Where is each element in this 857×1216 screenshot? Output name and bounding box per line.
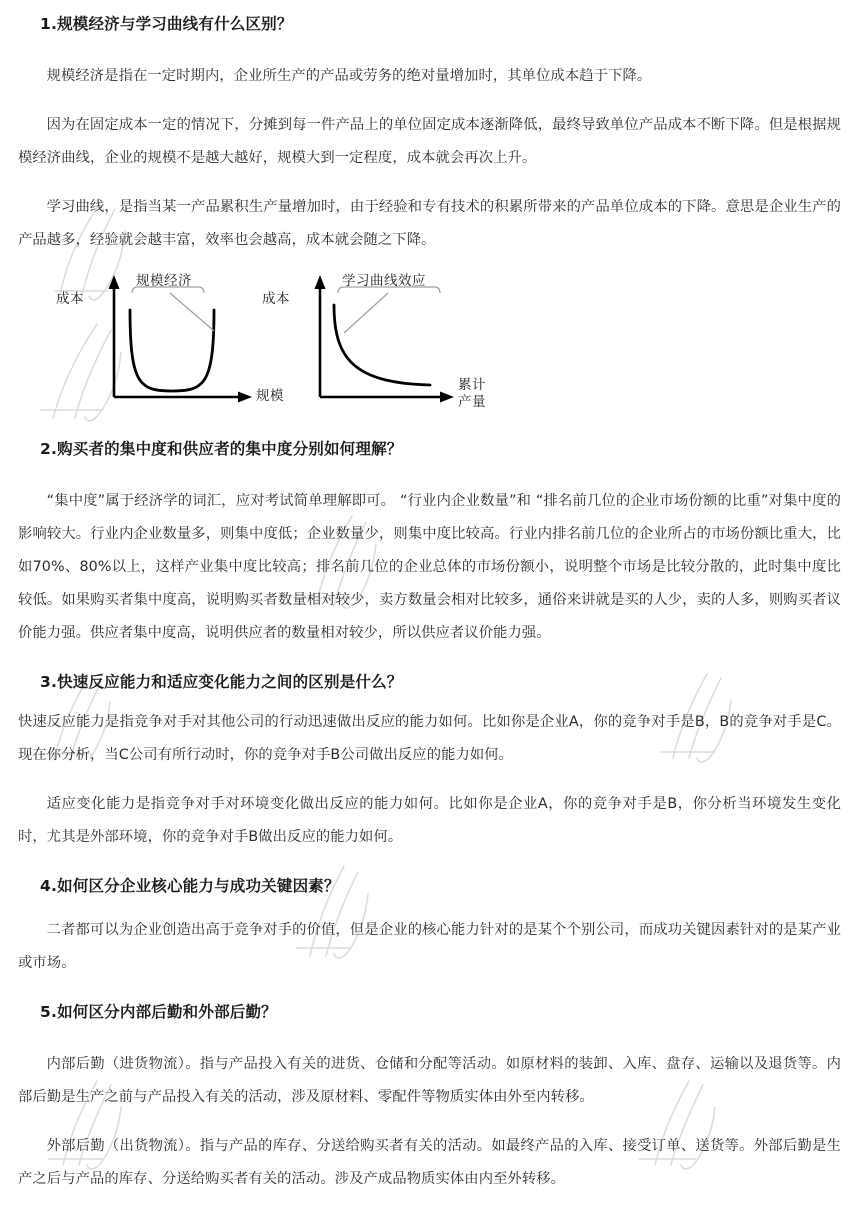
section-5 bbox=[18, 980, 841, 1196]
section-3 bbox=[18, 650, 841, 854]
paragraph: 外部后勤（出货物流）。指与产品的库存、分送给购买者有关的活动。如最终产品的入库、接受订单、送货等。外部后勤是生产之后与产品的库存、分送给购买者有关的活动。涉及产成品物质实体由内至外转移。 bbox=[18, 1138, 841, 1187]
chart2-x-axis-label: 累计产量 bbox=[458, 377, 486, 410]
paragraph: 快速反应能力是指竞争对手对其他公司的行动迅速做出反应的能力如何。比如你是企业A，你的竞争对手是B，B的竞争对手是C。现在你分析，当C公司有所行动时，你的竞争对手B公司做出反应的能力如何。 bbox=[18, 714, 841, 763]
paragraph: 因为在固定成本一定的情况下，分摊到每一件产品上的单位固定成本逐渐降低，最终导致单位产品成本不断下降。但是根据规模经济曲线，企业的规模不是越大越好，规模大到一定程度，成本就会再次上升。 bbox=[18, 117, 841, 166]
figure-scale-and-learning-curves bbox=[42, 267, 502, 417]
section-4 bbox=[18, 854, 841, 980]
chart-economies-of-scale bbox=[109, 275, 253, 403]
heading-question-3: 3.快速反应能力和适应变化能力之间的区别是什么？ bbox=[40, 673, 403, 691]
paragraph: “集中度”属于经济学的词汇，应对考试简单理解即可。 “行业内企业数量”和 “排名前几位的企业市场份额的比重”对集中度的影响较大。行业内企业数量多，则集中度低；企业数量少，则集中度比较高。行业内排名前几位的企业所占的市场份额比重大，比如70%、80%以上，这样产业集中度比较高；排名前几位的企业总体的市场份额小，说明整个市场是比较分散的，此时集中度比较低。如果购买者集中度高，说明购买者数量相对较少，卖方数量会相对比较多，通俗来讲就是买的人少，卖的人多，则购买者议价能力强。供应者集中度高，说明供应者的数量相对较少，所以供应者议价能力强。 bbox=[18, 493, 841, 641]
section-1 bbox=[18, 0, 841, 257]
chart1-title: 规模经济 bbox=[136, 273, 192, 289]
paragraph: 规模经济是指在一定时期内，企业所生产的产品或劳务的绝对量增加时，其单位成本趋于下降。 bbox=[46, 68, 652, 84]
chart1-x-axis-label: 规模 bbox=[256, 388, 284, 404]
section-2 bbox=[18, 417, 841, 650]
paragraph: 内部后勤（进货物流）。指与产品投入有关的进货、仓储和分配等活动。如原材料的装卸、入库、盘存、运输以及退货等。内部后勤是生产之前与产品投入有关的活动，涉及原材料、零配件等物质实体由外至内转移。 bbox=[18, 1056, 841, 1105]
paragraph: 适应变化能力是指竞争对手对环境变化做出反应的能力如何。比如你是企业A，你的竞争对手是B，你分析当环境发生变化时，尤其是外部环境，你的竞争对手B做出反应的能力如何。 bbox=[18, 796, 841, 845]
chart2-title: 学习曲线效应 bbox=[342, 273, 426, 289]
chart1-y-axis-label: 成本 bbox=[56, 291, 84, 307]
paragraph: 二者都可以为企业创造出高于竞争对手的价值，但是企业的核心能力针对的是某个个别公司，而成功关键因素针对的是某产业或市场。 bbox=[18, 922, 841, 971]
heading-question-2: 2.购买者的集中度和供应者的集中度分别如何理解？ bbox=[40, 440, 403, 458]
heading-question-1: 1.规模经济与学习曲线有什么区别？ bbox=[40, 15, 293, 33]
paragraph: 学习曲线，是指当某一产品累积生产量增加时，由于经验和专有技术的积累所带来的产品单位成本的下降。意思是企业生产的产品越多，经验就会越丰富，效率也会越高，成本就会随之下降。 bbox=[18, 199, 841, 248]
chart-learning-curve bbox=[315, 275, 455, 403]
chart2-y-axis-label: 成本 bbox=[262, 291, 290, 307]
heading-question-5: 5.如何区分内部后勤和外部后勤？ bbox=[40, 1003, 277, 1021]
heading-question-4: 4.如何区分企业核心能力与成功关键因素？ bbox=[40, 877, 340, 895]
